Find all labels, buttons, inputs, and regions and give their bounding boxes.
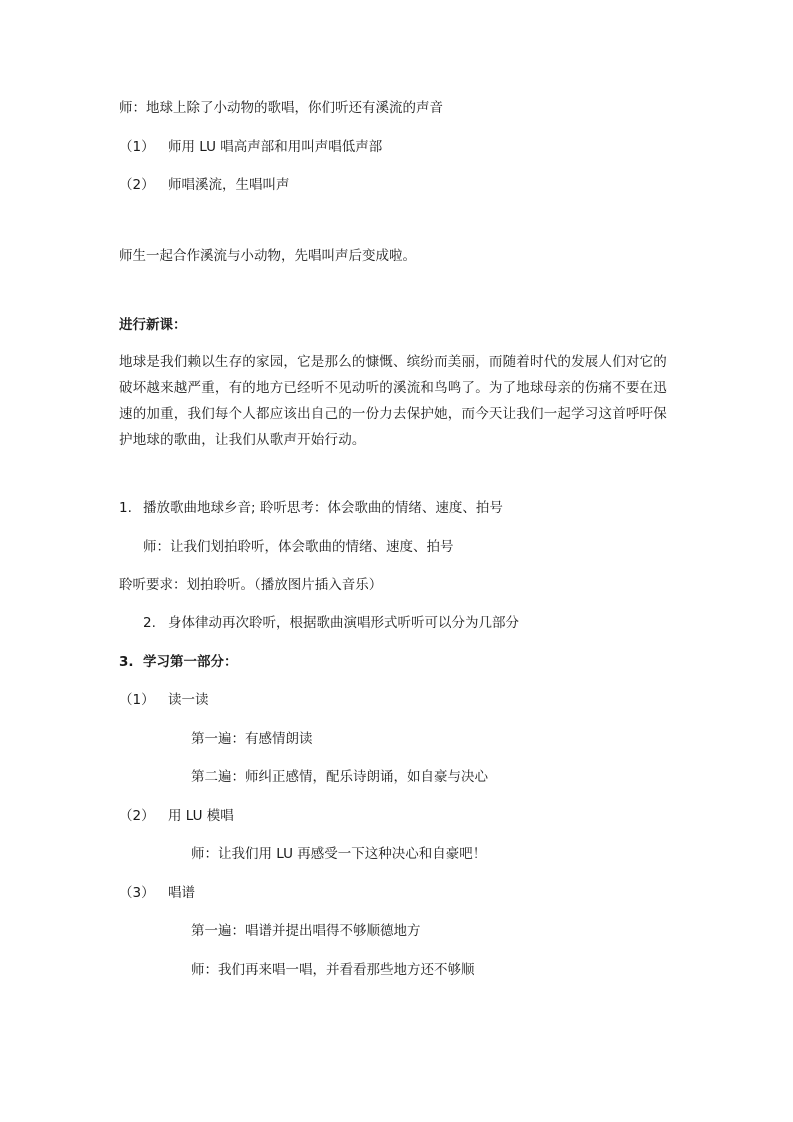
text-line: 师生一起合作溪流与小动物，先唱叫声后变成啦。 bbox=[119, 248, 416, 264]
list-number: 1. bbox=[119, 500, 132, 516]
text-line: 第二遍：师纠正感情，配乐诗朗诵，如自豪与决心 bbox=[191, 769, 488, 785]
text-line: 读一读 bbox=[168, 692, 209, 708]
text-line: 唱谱 bbox=[168, 885, 195, 901]
text-line: 师用 LU 唱高声部和用叫声唱低声部 bbox=[168, 139, 383, 155]
list-number: （1） bbox=[119, 139, 155, 155]
text-line: 聆听要求：划拍聆听。（播放图片插入音乐） bbox=[119, 577, 383, 593]
text-line: 师：让我们用 LU 再感受一下这种决心和自豪吧！ bbox=[191, 846, 487, 862]
text-line: 第一遍：唱谱并提出唱得不够顺德地方 bbox=[191, 923, 421, 939]
list-number: （2） bbox=[119, 808, 155, 824]
text-line: 师：我们再来唱一唱，并看看那些地方还不够顺 bbox=[191, 962, 475, 978]
list-number: 2. bbox=[143, 615, 156, 631]
list-number: （1） bbox=[119, 692, 155, 708]
text-line: 播放歌曲地球乡音; 聆听思考：体会歌曲的情绪、速度、拍号 bbox=[143, 500, 503, 516]
text-line: 用 LU 模唱 bbox=[168, 808, 234, 824]
list-number: （2） bbox=[119, 177, 155, 193]
section-heading: 学习第一部分： bbox=[143, 654, 238, 670]
intro-paragraph: 地球是我们赖以生存的家园，它是那么的慷慨、缤纷而美丽，而随着时代的发展人们对它的破坏越来越严重，有的地方已经听不见动听的溪流和鸟鸣了。为了地球母亲的伤痛不要在迅速的加重，我们每个人都应该出自己的一份力去保护她，而今天让我们一起学习这首呼吁保护地球的歌曲，让我们从歌声开始行动。 bbox=[119, 354, 667, 448]
list-number: 3. bbox=[119, 654, 134, 670]
text-line: 身体律动再次聆听，根据歌曲演唱形式听听可以分为几部分 bbox=[168, 615, 519, 631]
text-line: 师唱溪流，生唱叫声 bbox=[168, 177, 290, 193]
text-line: 师：让我们划拍聆听，体会歌曲的情绪、速度、拍号 bbox=[143, 539, 454, 555]
text-line: 第一遍：有感情朗读 bbox=[191, 731, 313, 747]
list-number: （3） bbox=[119, 885, 155, 901]
text-line: 师：地球上除了小动物的歌唱，你们听还有溪流的声音 bbox=[119, 100, 443, 116]
section-heading: 进行新课： bbox=[119, 317, 187, 333]
